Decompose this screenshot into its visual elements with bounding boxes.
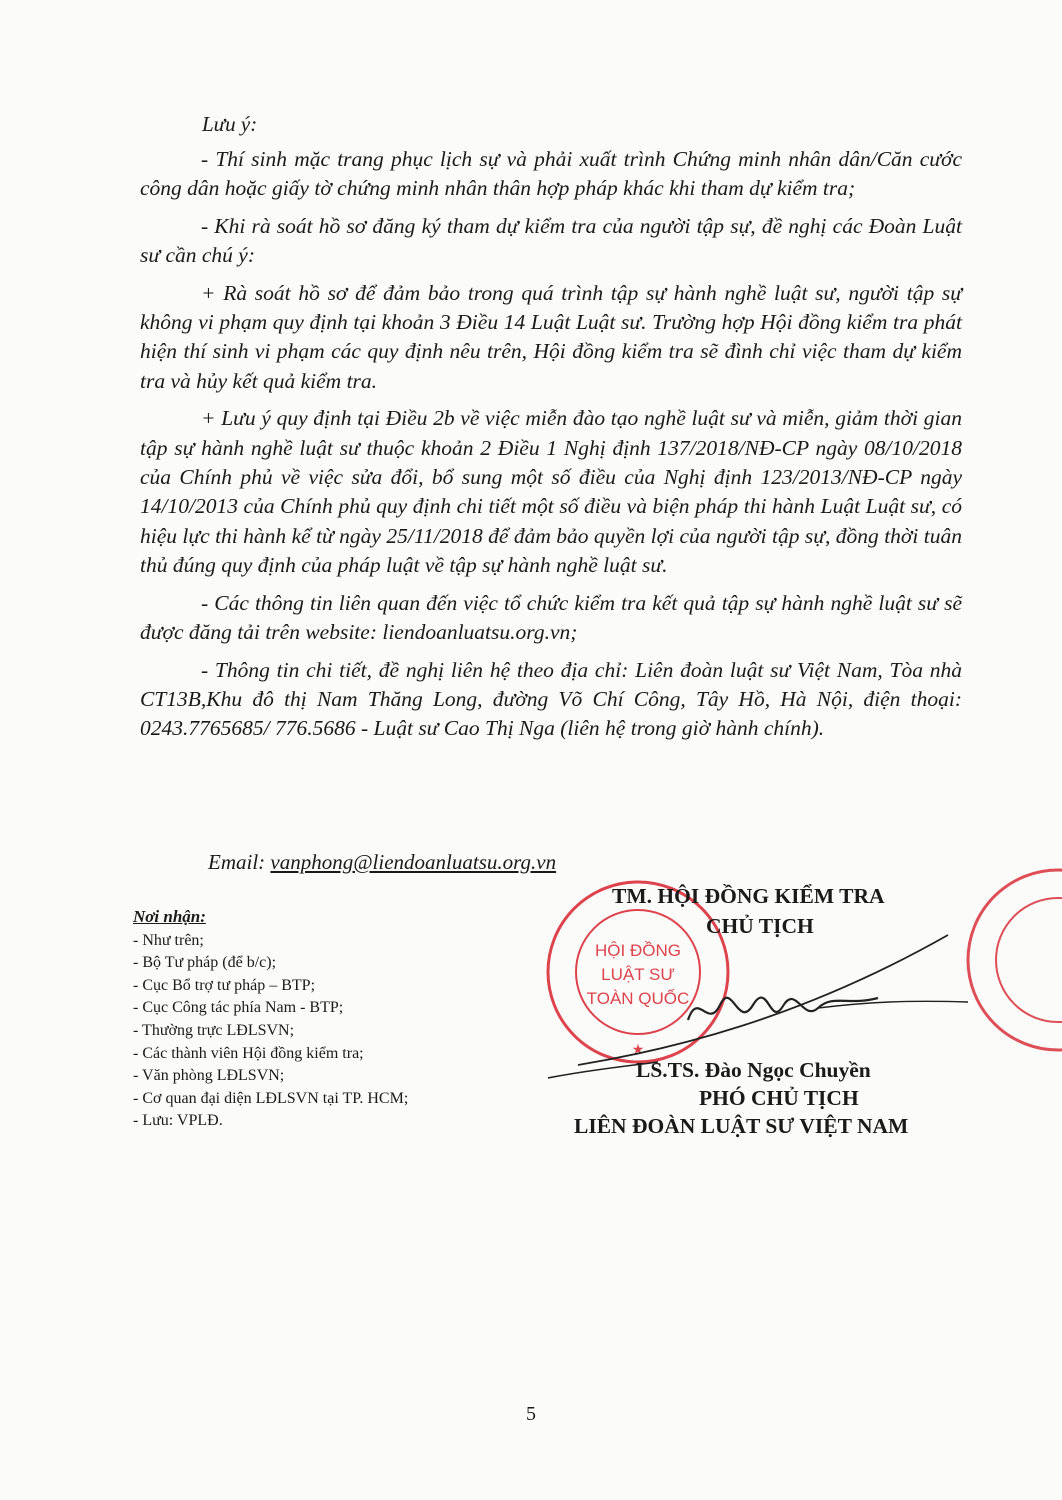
signature-block: [540, 880, 1020, 1150]
note-title: Lưu ý:: [202, 112, 258, 136]
recipient-item: - Như trên;: [133, 931, 204, 949]
recipient-item: - Cục Công tác phía Nam - BTP;: [133, 999, 344, 1017]
svg-text:★: ★: [631, 1041, 645, 1057]
signer-name: LS.TS. Đào Ngọc Chuyền: [636, 1058, 871, 1082]
recipient-item: - Cục Bổ trợ tư pháp – BTP;: [133, 976, 316, 994]
recipient-item: - Cơ quan đại diện LĐLSVN tại TP. HCM;: [133, 1089, 409, 1107]
signer-position: PHÓ CHỦ TỊCH: [699, 1086, 859, 1110]
recipient-item: - Lưu: VPLĐ.: [133, 1112, 223, 1130]
recipient-item: - Các thành viên Hội đồng kiểm tra;: [133, 1044, 364, 1062]
recipients-heading: Nơi nhận:: [133, 907, 206, 926]
signature-title: TM. HỘI ĐỒNG KIỂM TRA: [612, 884, 885, 908]
recipients-list: [133, 930, 408, 1133]
stamp-text-line: LUẬT SƯ: [601, 965, 675, 984]
email-link[interactable]: vanphong@liendoanluatsu.org.vn: [270, 850, 557, 874]
recipient-item: - Văn phòng LĐLSVN;: [133, 1067, 285, 1085]
stamp-text-line: TOÀN QUỐC: [586, 989, 690, 1008]
recipients-block: [133, 906, 408, 1133]
note-paragraph: + Rà soát hồ sơ để đảm bảo trong quá trình tập sự hành nghề luật sư, người tập sự không vi phạm quy định tại khoản 3 Điều 14 Luật Luật sư. Trường hợp Hội đồng kiểm tra phát hiện thí sinh vi phạm các quy định nêu trên, Hội đồng kiểm tra sẽ đình chỉ việc tham dự kiểm tra và hủy kết quả kiểm tra.: [140, 280, 962, 393]
note-paragraph: - Khi rà soát hồ sơ đăng ký tham dự kiểm tra của người tập sự, đề nghị các Đoàn Luật sư cần chú ý:: [140, 213, 962, 268]
recipient-item: - Bộ Tư pháp (để b/c);: [133, 954, 277, 972]
signature-role: CHỦ TỊCH: [706, 914, 814, 938]
note-body: [140, 145, 962, 752]
note-paragraph: + Lưu ý quy định tại Điều 2b về việc miễn đào tạo nghề luật sư và miễn, giảm thời gian tập sự hành nghề luật sư thuộc khoản 2 Điều 1 Nghị định 137/2018/NĐ-CP ngày 08/10/2018 của Chính phủ về việc sửa đổi, bổ sung một số điều của Nghị định 123/2013/NĐ-CP ngày 14/10/2013 của Chính phủ quy định chi tiết một số điều và biện pháp thi hành Luật Luật sư, có hiệu lực thi hành kể từ ngày 25/11/2018 để đảm bảo quyền lợi của người tập sự, đồng thời tuân thủ đúng quy định của pháp luật về tập sự hành nghề luật sư.: [140, 406, 962, 578]
page-number: 5: [526, 1403, 536, 1425]
note-paragraph: - Thông tin chi tiết, đề nghị liên hệ theo địa chỉ: Liên đoàn luật sư Việt Nam, Tòa nhà CT13B,Khu đô thị Nam Thăng Long, đường Võ Chí Công, Tây Hồ, Hà Nội, điện thoại: 0243.7765685/ 776.5686 - Luật sư Cao Thị Nga (liên hệ trong giờ hành chính).: [140, 657, 962, 741]
note-paragraph: - Các thông tin liên quan đến việc tổ chức kiểm tra kết quả tập sự hành nghề luật sư sẽ được đăng tải trên website: liendoanluatsu.org.vn;: [140, 590, 962, 645]
recipient-item: - Thường trực LĐLSVN;: [133, 1021, 295, 1039]
email-label: Email:: [208, 850, 266, 874]
stamp-text-line: HỘI ĐỒNG: [595, 941, 681, 960]
signer-organization: LIÊN ĐOÀN LUẬT SƯ VIỆT NAM: [574, 1114, 909, 1138]
email-line: [208, 850, 556, 875]
note-paragraph: - Thí sinh mặc trang phục lịch sự và phải xuất trình Chứng minh nhân dân/Căn cước công dân hoặc giấy tờ chứng minh nhân thân hợp pháp khác khi tham dự kiểm tra;: [140, 147, 962, 201]
